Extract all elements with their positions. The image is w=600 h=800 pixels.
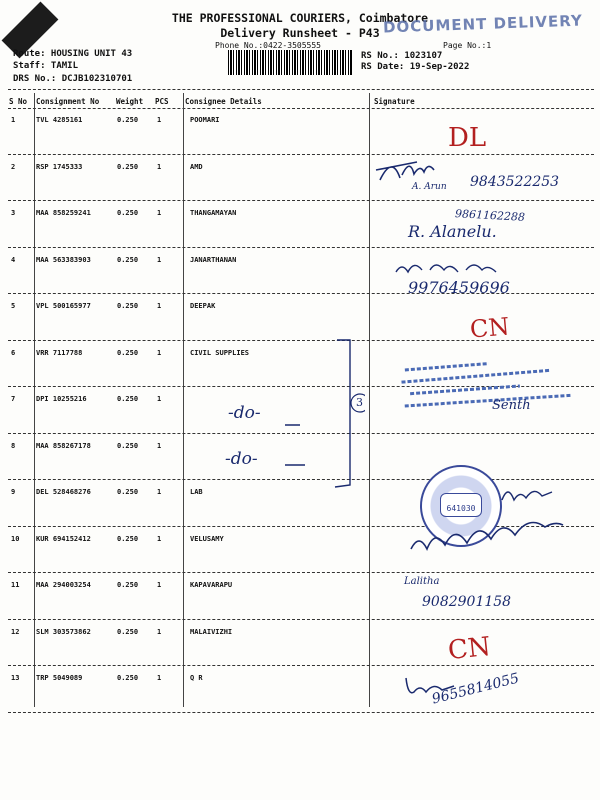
row-consignee: MALAIVIZHI xyxy=(190,627,233,636)
table-header-rule xyxy=(8,108,594,109)
col-sno: S No xyxy=(9,97,28,106)
handwritten-cn-2: CN xyxy=(446,631,493,667)
row-consignment-no: MAA 858267178 xyxy=(36,441,91,450)
row-sno: 6 xyxy=(11,348,16,357)
row-pcs: 1 xyxy=(157,302,162,310)
row-consignment-no: MAA 563383903 xyxy=(36,255,91,264)
drs-number: DRS No.: DCJB102310701 xyxy=(13,74,133,84)
handwritten-name-row-2: A. Arun xyxy=(412,182,447,192)
bracket-mark xyxy=(265,335,365,495)
row-rule xyxy=(8,665,594,666)
row-pcs: 1 xyxy=(157,488,162,496)
row-consignee: THANGAMAYAN xyxy=(190,209,237,217)
table-top-rule xyxy=(8,89,594,90)
row-weight: 0.250 xyxy=(117,209,139,217)
row-weight: 0.250 xyxy=(117,302,139,310)
row-pcs: 1 xyxy=(157,627,162,636)
column-divider xyxy=(369,93,370,707)
civil-supplies-stamp xyxy=(398,352,600,426)
row-weight: 0.250 xyxy=(117,488,139,496)
handwritten-dl: DL xyxy=(448,123,487,153)
row-consignee: DEEPAK xyxy=(190,302,216,310)
row-rule xyxy=(8,154,594,155)
row-consignment-no: MAA 294003254 xyxy=(36,581,91,589)
row-pcs: 1 xyxy=(157,674,162,682)
row-consignee: LAB xyxy=(190,488,203,496)
row-consignment-no: DPI 10255216 xyxy=(36,395,87,403)
route-label: Route: HOUSING UNIT 43 xyxy=(13,49,133,59)
handwritten-name-row-3: R. Alanelu. xyxy=(408,222,497,241)
row-sno: 5 xyxy=(11,302,16,310)
row-pcs: 1 xyxy=(157,581,162,589)
row-consignment-no: VPL 500165977 xyxy=(36,302,91,310)
col-signature: Signature xyxy=(374,97,415,106)
row-rule xyxy=(8,572,594,573)
row-sno: 10 xyxy=(11,534,20,543)
row-rule xyxy=(8,712,594,713)
row-consignee: JANARTHANAN xyxy=(190,255,237,264)
row-weight: 0.250 xyxy=(117,348,139,357)
row-consignee: CIVIL SUPPLIES xyxy=(190,348,250,357)
ditto-row-8: -do- xyxy=(225,449,258,469)
row-rule xyxy=(8,247,594,248)
row-weight: 0.250 xyxy=(117,116,139,124)
row-sno: 8 xyxy=(11,441,16,450)
row-sno: 4 xyxy=(11,255,16,264)
row-consignee: VELUSAMY xyxy=(190,534,224,543)
row-weight: 0.250 xyxy=(117,255,139,264)
column-divider xyxy=(183,93,184,707)
staff-label: Staff: TAMIL xyxy=(13,61,79,71)
circled-number: 3 xyxy=(356,396,363,409)
row-consignment-no: DEL 528468276 xyxy=(36,488,91,496)
row-consignee: KAPAVARAPU xyxy=(190,581,233,589)
row-consignment-no: MAA 858259241 xyxy=(36,209,91,217)
row-pcs: 1 xyxy=(157,162,162,171)
row-consignee: POOMARI xyxy=(190,116,220,124)
col-consignee: Consignee Details xyxy=(185,97,262,106)
col-pcs: PCS xyxy=(155,97,169,106)
row-sno: 9 xyxy=(11,488,16,496)
row-sno: 12 xyxy=(11,627,20,636)
row-pcs: 1 xyxy=(157,116,162,124)
row-pcs: 1 xyxy=(157,209,162,217)
company-title: THE PROFESSIONAL COURIERS, Coimbatore xyxy=(171,11,429,25)
handwritten-name-row-11: Lalitha xyxy=(404,576,440,587)
row-rule xyxy=(8,200,594,201)
rs-date: RS Date: 19-Sep-2022 xyxy=(361,62,470,72)
handwritten-phone-row-3: 9861162288 xyxy=(454,207,526,224)
row-weight: 0.250 xyxy=(117,395,139,403)
row-pcs: 1 xyxy=(157,534,162,543)
row-sno: 13 xyxy=(11,674,20,682)
col-weight: Weight xyxy=(116,97,144,106)
tamil-signature-row-4 xyxy=(392,258,502,280)
row-consignment-no: TVL 4285161 xyxy=(36,116,83,124)
handwritten-phone-row-11: 9082901158 xyxy=(422,594,512,610)
phone-number: Phone No.:0422-3505555 xyxy=(215,41,321,50)
row-consignee: Q R xyxy=(190,674,203,682)
row-weight: 0.250 xyxy=(117,674,139,682)
col-consignment: Consignment No xyxy=(36,97,100,106)
stamp-signature: Senth xyxy=(492,398,531,413)
rs-number: RS No.: 1023107 xyxy=(361,51,443,61)
row-sno: 7 xyxy=(11,395,16,403)
row-weight: 0.250 xyxy=(117,162,139,171)
row-weight: 0.250 xyxy=(117,441,139,450)
row-consignee: AMD xyxy=(190,162,203,171)
handwritten-phone-row-2: 9843522253 xyxy=(470,174,560,190)
row-consignment-no: KUR 694152412 xyxy=(36,534,91,543)
row-pcs: 1 xyxy=(157,348,162,357)
runsheet-title: Delivery Runsheet - P43 xyxy=(220,26,380,40)
row-sno: 11 xyxy=(11,581,20,589)
handwritten-phone-row-13: 9655814055 xyxy=(430,670,521,708)
handwritten-cn-1: CN xyxy=(468,312,511,344)
row-consignment-no: RSP 1745333 xyxy=(36,162,83,171)
row-pcs: 1 xyxy=(157,441,162,450)
row-consignment-no: SLM 303573862 xyxy=(36,627,91,636)
row-weight: 0.250 xyxy=(117,581,139,589)
document-delivery-stamp: DOCUMENT DELIVERY xyxy=(382,11,584,37)
signature-row-10 xyxy=(405,505,570,565)
row-weight: 0.250 xyxy=(117,534,139,543)
row-pcs: 1 xyxy=(157,395,162,403)
row-weight: 0.250 xyxy=(117,627,139,636)
row-sno: 1 xyxy=(11,116,16,124)
page-number: Page No.:1 xyxy=(443,41,492,50)
barcode xyxy=(228,50,352,75)
seal-pincode: 641030 xyxy=(440,493,482,517)
row-consignment-no: TRP 5049089 xyxy=(36,674,83,682)
column-divider xyxy=(34,93,35,707)
ditto-row-7: -do- xyxy=(228,403,261,423)
row-rule xyxy=(8,619,594,620)
row-pcs: 1 xyxy=(157,255,162,264)
handwritten-phone-row-4: 9976459696 xyxy=(408,278,510,297)
row-consignment-no: VRR 7117788 xyxy=(36,348,83,357)
row-sno: 2 xyxy=(11,162,16,171)
row-sno: 3 xyxy=(11,209,16,217)
